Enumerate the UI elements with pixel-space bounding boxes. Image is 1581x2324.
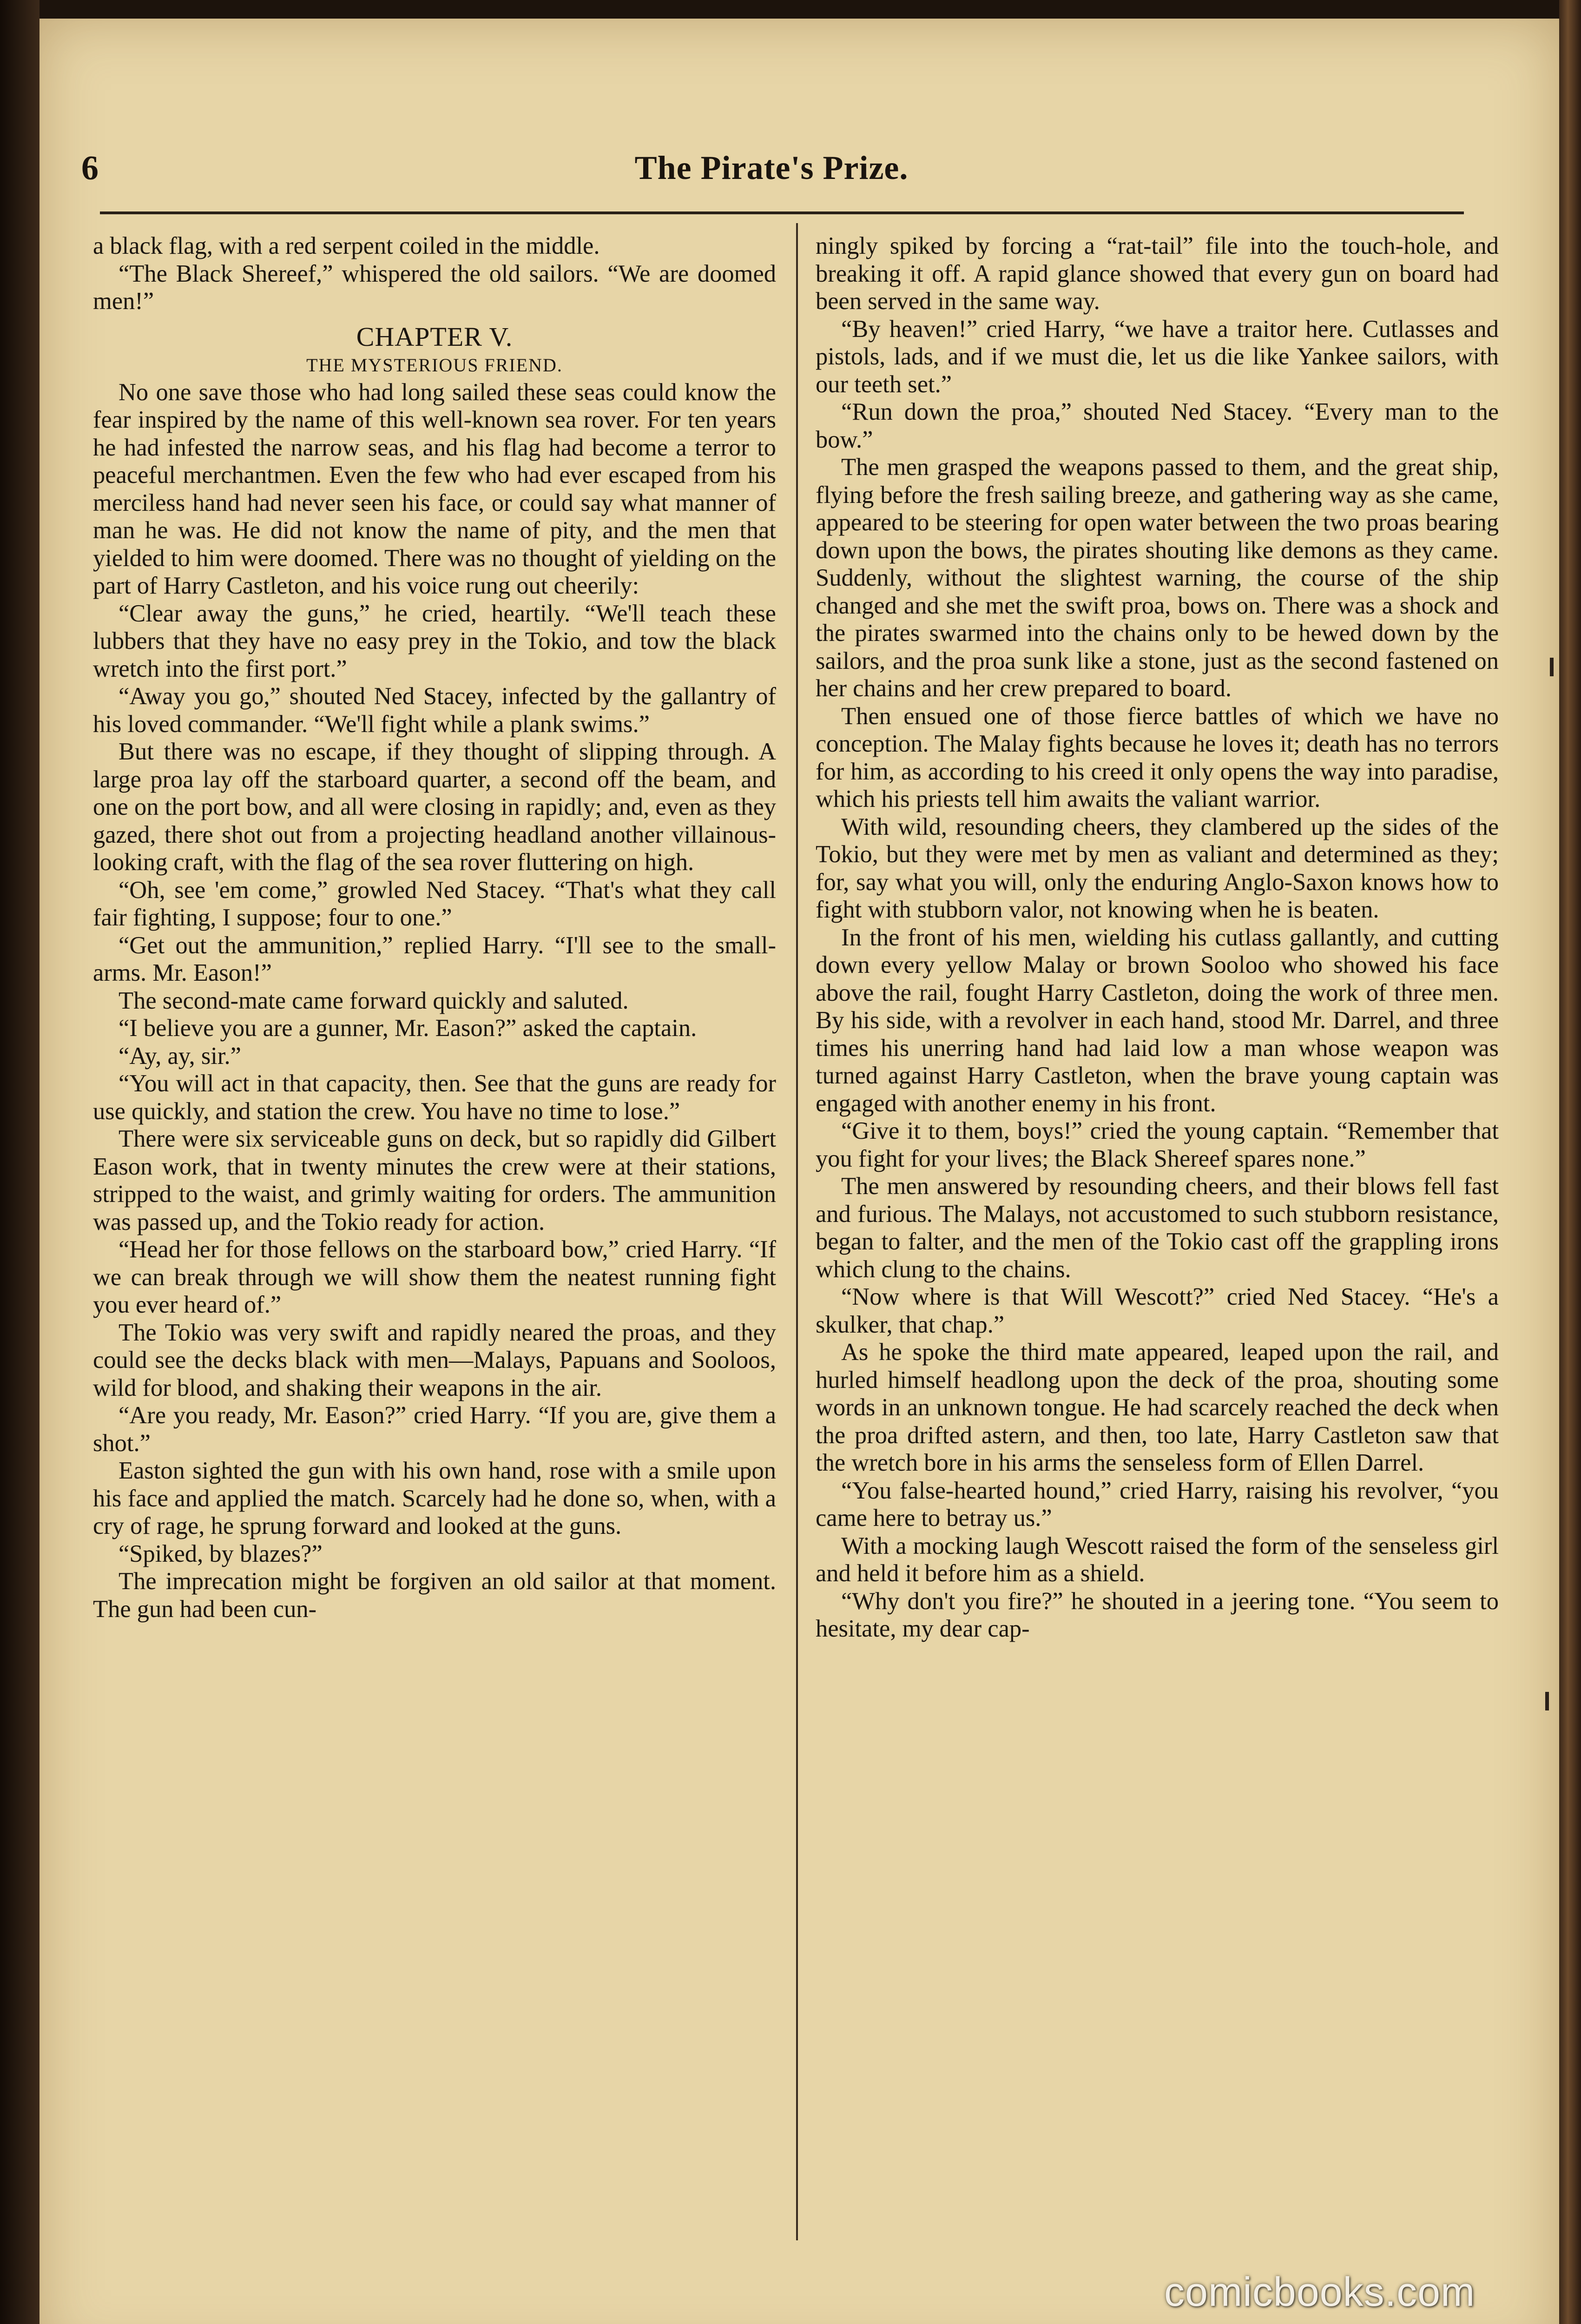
left-column — [93, 232, 776, 1623]
paragraph: The men grasped the weapons passed to them, and the great ship, flying before the fresh sailing breeze, and gathering way as she came, appeared to be steering for open water between the two proas bearing down upon the bows, the pirates shouting like demons as they came. Suddenly, without the slightest warning, the course of the ship changed and she met the swift proa, bows on. There was a shock and the pirates swarmed into the chains only to be hewed down by the sailors, and the proa sunk like a stone, just as the second fastened on her chains and her crew prepared to board. — [816, 454, 1499, 702]
paragraph: No one save those who had long sailed these seas could know the fear inspired by the name of this well-known sea rover. For ten years he had infested the narrow seas, and his flag had become a terror to peaceful merchantmen. Even the few who had ever escaped from his merciless hand had never seen his face, or could say what manner of man he was. He did not know the name of pity, and the men that yielded to him were doomed. There was no thought of yielding on the part of Harry Castleton, and his voice rung out cheerily: — [93, 378, 776, 599]
paragraph: “Now where is that Will Wescott?” cried Ned Stacey. “He's a skulker, that chap.” — [816, 1283, 1499, 1338]
paragraph: “Why don't you fire?” he shouted in a jeering tone. “You seem to hesitate, my dear cap- — [816, 1587, 1499, 1642]
paragraph: But there was no escape, if they thought of slipping through. A large proa lay off the starboard quarter, a second off the beam, and one on the port bow, and all were closing in rapidly; and, even as they gazed, there shot out from a projecting headland another villainous-looking craft, with the flag of the sea rover fluttering on high. — [93, 738, 776, 876]
paragraph: “Spiked, by blazes?” — [119, 1540, 323, 1567]
paragraph: “You false-hearted hound,” cried Harry, raising his revolver, “you came here to betray us.” — [816, 1477, 1499, 1532]
paragraph: “You will act in that capacity, then. See that the guns are ready for use quickly, and station the crew. You have no time to lose.” — [93, 1070, 776, 1125]
paragraph: In the front of his men, wielding his cutlass gallantly, and cutting down every yellow Malay or brown Sooloo who showed his face above the rail, fought Harry Castleton, doing the work of three men. By his side, with a revolver in each hand, stood Mr. Darrel, and three times his unerring hand had laid low a man whose weapon was turned against Harry Castleton, when the brave young captain was engaged with another enemy in his front. — [816, 924, 1499, 1117]
paragraph: There were six serviceable guns on deck, but so rapidly did Gilbert Eason work, that in twenty minutes the crew were at their stations, stripped to the waist, and grimly waiting for orders. The ammunition was passed up, and the Tokio ready for action. — [93, 1125, 776, 1235]
paragraph: With a mocking laugh Wescott raised the form of the senseless girl and held it before him as a shield. — [816, 1532, 1499, 1587]
paragraph: Then ensued one of those fierce battles of which we have no conception. The Malay fights because he loves it; death has no terrors for him, as according to his creed it only opens the way into paradise, which his priests tell him awaits the valiant warrior. — [816, 702, 1499, 812]
paragraph: The Tokio was very swift and rapidly neared the proas, and they could see the decks black with men—Malays, Papuans and Sooloos, wild for blood, and shaking their weapons in the air. — [93, 1319, 776, 1401]
running-title: The Pirate's Prize. — [634, 149, 909, 186]
paragraph: As he spoke the third mate appeared, leaped upon the rail, and hurled himself headlong upon the deck of the proa, shouting some words in an unknown tongue. He had scarcely reached the deck when the proa drifted astern, and then, too late, Harry Castleton saw that the wretch bore in his arms the senseless form of Ellen Darrel. — [816, 1339, 1499, 1476]
paragraph: a black flag, with a red serpent coiled in the middle. — [93, 232, 600, 259]
paragraph: “Get out the ammunition,” replied Harry. “I'll see to the small-arms. Mr. Eason!” — [93, 931, 776, 986]
paragraph: The imprecation might be forgiven an old sailor at that moment. The gun had been cun- — [93, 1568, 776, 1623]
page-number: 6 — [81, 149, 99, 187]
chapter-subtitle: THE MYSTERIOUS FRIEND. — [306, 354, 563, 376]
binding-mark — [1550, 658, 1554, 676]
scan-right-edge — [1559, 0, 1581, 2324]
paragraph: The second-mate came forward quickly and saluted. — [119, 987, 629, 1014]
paragraph: “Head her for those fellows on the starboard bow,” cried Harry. “If we can break through we will show them the neatest running fight you ever heard of.” — [93, 1236, 776, 1318]
header-rule — [100, 211, 1464, 214]
right-column — [816, 232, 1499, 1643]
chapter-title: CHAPTER V. — [356, 321, 513, 352]
site-watermark: comicbooks.com — [1164, 2269, 1476, 2315]
paragraph: “By heaven!” cried Harry, “we have a traitor here. Cutlasses and pistols, lads, and if we must die, let us die like Yankee sailors, with our teeth set.” — [816, 315, 1499, 398]
column-divider — [796, 223, 798, 2240]
scan-left-edge — [0, 0, 40, 2324]
paragraph: “Oh, see 'em come,” growled Ned Stacey. “That's what they call fair fighting, I suppose; four to one.” — [93, 876, 776, 931]
paragraph: “Away you go,” shouted Ned Stacey, infected by the gallantry of his loved commander. “We'll fight while a plank swims.” — [93, 683, 776, 738]
paragraph: “The Black Shereef,” whispered the old sailors. “We are doomed men!” — [93, 260, 776, 315]
paragraph: Easton sighted the gun with his own hand, rose with a smile upon his face and applied the match. Scarcely had he done so, when, with a cry of rage, he sprung forward and looked at the guns. — [93, 1457, 776, 1539]
paragraph: “I believe you are a gunner, Mr. Eason?” asked the captain. — [119, 1015, 697, 1042]
paragraph: ningly spiked by forcing a “rat-tail” file into the touch-hole, and breaking it off. A rapid glance showed that every gun on board had been served in the same way. — [816, 232, 1499, 315]
paragraph: With wild, resounding cheers, they clambered up the sides of the Tokio, but they were met by men as valiant and determined as they; for, say what you will, only the enduring Anglo-Saxon knows how to fight with stubborn valor, not knowing when he is beaten. — [816, 813, 1499, 923]
page-header — [81, 149, 1462, 200]
paragraph: “Are you ready, Mr. Eason?” cried Harry. “If you are, give them a shot.” — [93, 1402, 776, 1457]
binding-mark — [1545, 1692, 1549, 1710]
paragraph: “Give it to them, boys!” cried the young captain. “Remember that you fight for your lives; the Black Shereef spares none.” — [816, 1117, 1499, 1172]
paragraph: “Clear away the guns,” he cried, heartily. “We'll teach these lubbers that they have no easy prey in the Tokio, and tow the black wretch into the first port.” — [93, 600, 776, 682]
paragraph: The men answered by resounding cheers, and their blows fell fast and furious. The Malays, not accustomed to such stubborn resistance, began to falter, and the men of the Tokio cast off the grappling irons which clung to the chains. — [816, 1173, 1499, 1283]
paragraph: “Run down the proa,” shouted Ned Stacey. “Every man to the bow.” — [816, 398, 1499, 453]
paragraph: “Ay, ay, sir.” — [119, 1042, 241, 1070]
